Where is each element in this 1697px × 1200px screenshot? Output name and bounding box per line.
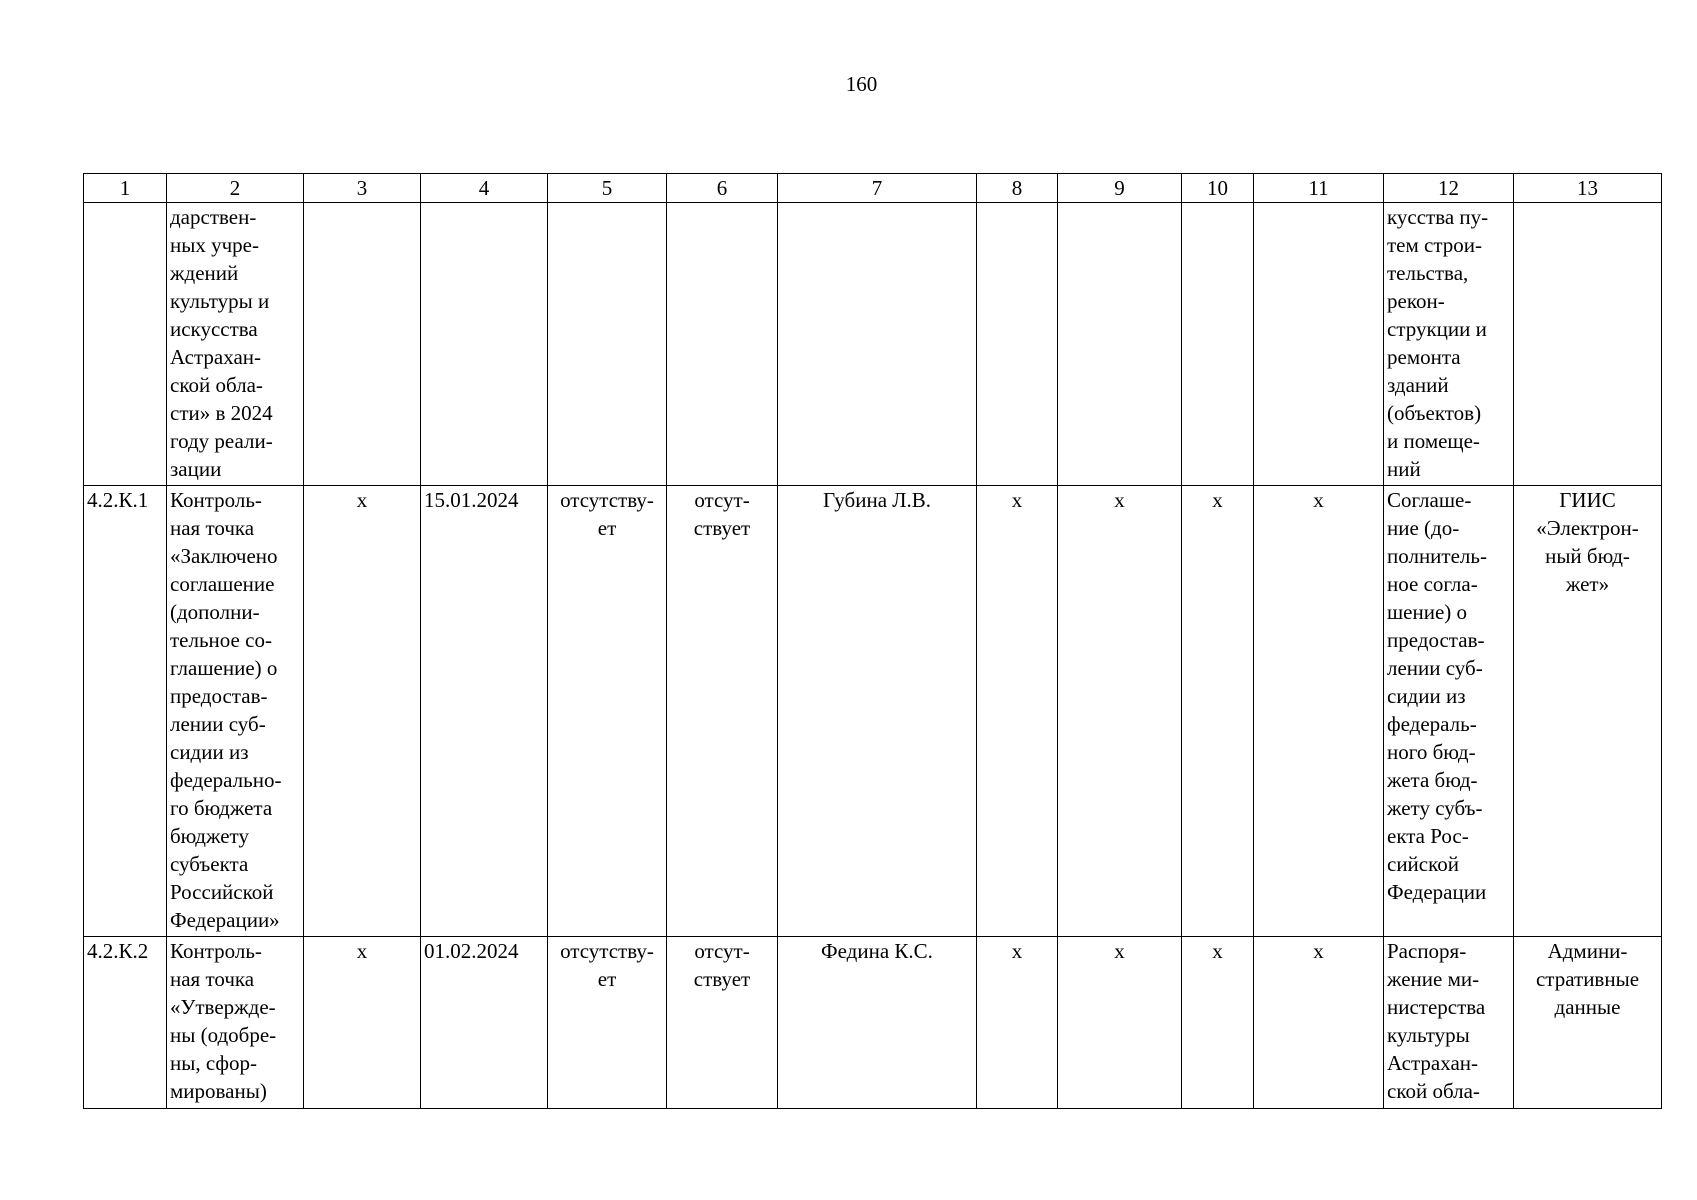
start-date	[421, 203, 548, 486]
table-cell: х	[304, 937, 421, 1109]
row-code	[84, 203, 167, 486]
table-cell	[667, 203, 778, 486]
column-number: 5	[548, 174, 667, 203]
row-name: Контроль- ная точка «Заключено соглашение (дополни- тельное со- глашение) о предостав- лении суб- сидии из федерально- го бюджета бюджету субъекта Российской Федерации»	[167, 486, 304, 937]
row-code: 4.2.К.2	[84, 937, 167, 1109]
column-number: 4	[421, 174, 548, 203]
table-row	[84, 203, 1662, 486]
table-cell: отсутству- ет	[548, 486, 667, 937]
column-number: 3	[304, 174, 421, 203]
table-cell	[1058, 203, 1182, 486]
result-document: Соглаше- ние (до- полнитель- ное согла- шение) о предостав- лении суб- сидии из федераль- ного бюд- жета бюд- жету субъ- екта Рос- сийской Федерации	[1384, 486, 1514, 937]
plan-table	[83, 173, 1662, 1109]
info-system: Админи- стративные данные	[1514, 937, 1662, 1109]
table-cell: х	[1254, 937, 1384, 1109]
result-document: кусства пу- тем строи- тельства, рекон- струкции и ремонта зданий (объектов) и помеще- ний	[1384, 203, 1514, 486]
table-cell	[977, 203, 1058, 486]
start-date: 01.02.2024	[421, 937, 548, 1109]
column-number: 9	[1058, 174, 1182, 203]
table-row	[84, 937, 1662, 1109]
column-number: 13	[1514, 174, 1662, 203]
start-date: 15.01.2024	[421, 486, 548, 937]
table-cell: х	[977, 937, 1058, 1109]
table-cell: х	[1058, 937, 1182, 1109]
row-name: Контроль- ная точка «Утвержде- ны (одобре- ны, сфор- мированы)	[167, 937, 304, 1109]
result-document: Распоря- жение ми- нистерства культуры Астрахан- ской обла-	[1384, 937, 1514, 1109]
column-number: 11	[1254, 174, 1384, 203]
table-cell: отсут- ствует	[667, 937, 778, 1109]
table-cell: х	[1254, 486, 1384, 937]
table-cell: отсутству- ет	[548, 937, 667, 1109]
info-system	[1514, 203, 1662, 486]
responsible-person: Губина Л.В.	[778, 486, 977, 937]
table-cell: х	[1182, 486, 1254, 937]
column-number: 7	[778, 174, 977, 203]
column-number: 10	[1182, 174, 1254, 203]
table-cell: х	[1058, 486, 1182, 937]
column-number: 2	[167, 174, 304, 203]
row-code: 4.2.К.1	[84, 486, 167, 937]
column-number: 6	[667, 174, 778, 203]
responsible-person: Федина К.С.	[778, 937, 977, 1109]
table-cell	[1182, 203, 1254, 486]
table-row	[84, 486, 1662, 937]
table-cell	[548, 203, 667, 486]
table-cell: отсут- ствует	[667, 486, 778, 937]
page-number: 160	[845, 72, 878, 96]
table-cell: х	[304, 486, 421, 937]
table-cell: х	[977, 486, 1058, 937]
row-name: дарствен- ных учре- ждений культуры и искусства Астрахан- ской обла- сти» в 2024 году реали- зации	[167, 203, 304, 486]
table-cell	[1254, 203, 1384, 486]
column-number: 8	[977, 174, 1058, 203]
table-cell	[304, 203, 421, 486]
responsible-person	[778, 203, 977, 486]
column-number: 12	[1384, 174, 1514, 203]
table-cell: х	[1182, 937, 1254, 1109]
column-number: 1	[84, 174, 167, 203]
info-system: ГИИС «Электрон- ный бюд- жет»	[1514, 486, 1662, 937]
column-number-row	[84, 174, 1662, 203]
